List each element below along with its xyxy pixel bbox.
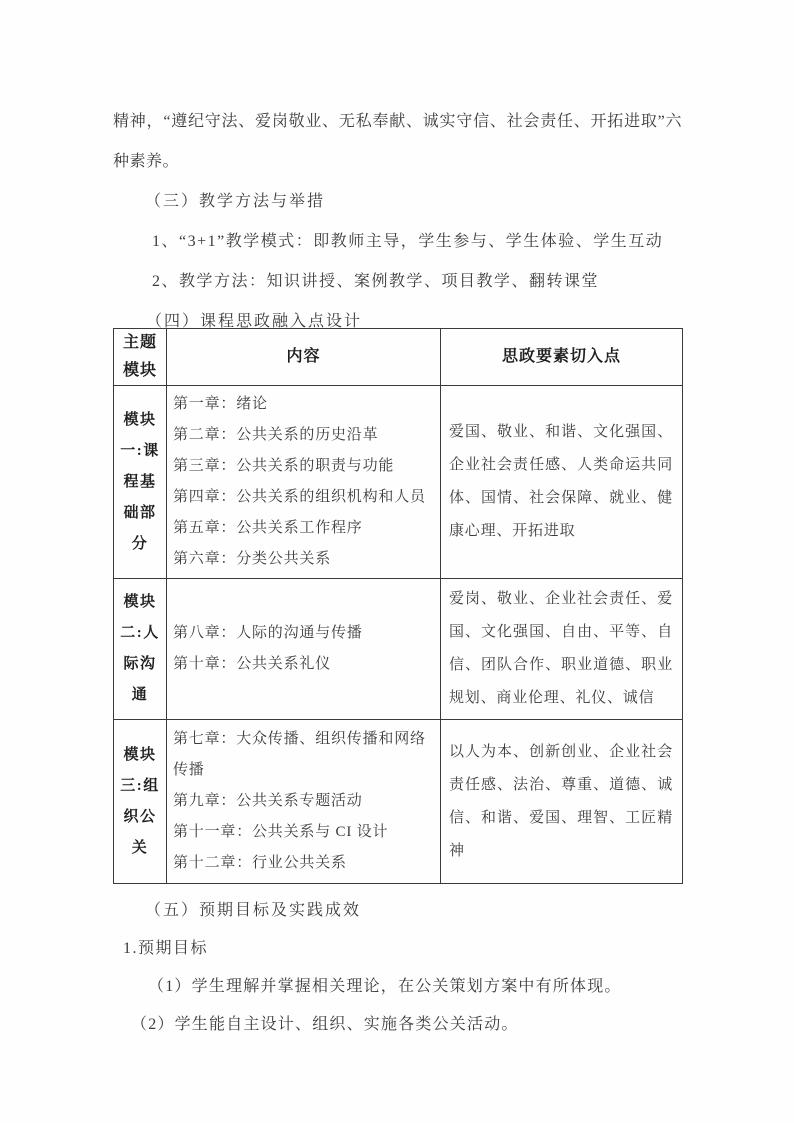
chapter-line: 第六章：分类公共关系 xyxy=(173,551,332,567)
header-ideology-elements: 思政要素切入点 xyxy=(441,329,683,386)
header-theme-module: 主题模块 xyxy=(114,329,167,386)
module-1-elements: 爱国、敬业、和谐、文化强国、企业社会责任感、人类命运共同体、国情、社会保障、就业、健康心理、开拓进取 xyxy=(441,386,683,579)
module-2-label: 模块二:人际沟通 xyxy=(114,579,167,720)
ideology-integration-table xyxy=(113,328,683,884)
chapter-line: 第十二章：行业公共关系 xyxy=(173,855,347,871)
goal-item-1: （1）学生理解并掌握相关理论，在公关策划方案中有所体现。 xyxy=(148,978,622,995)
chapter-line: 第七章：大众传播、组织传播和网络传播 xyxy=(173,731,426,778)
module-3-label: 模块三:组织公关 xyxy=(114,720,167,884)
section-heading-ideology-design: （四）课程思政融入点设计 xyxy=(146,313,363,330)
module-3-elements: 以人为本、创新创业、企业社会责任感、法治、尊重、道德、诚信、和谐、爱国、理智、工匠精神 xyxy=(441,720,683,884)
chapter-line: 第十章：公共关系礼仪 xyxy=(173,656,332,672)
goals-section xyxy=(113,892,682,1044)
chapter-line: 第四章：公共关系的组织机构和人员 xyxy=(173,489,426,505)
goals-subheading: 1.预期目标 xyxy=(123,940,209,957)
module-1-label: 模块一:课程基础部分 xyxy=(114,386,167,579)
table-row-module-2 xyxy=(114,579,683,720)
module-3-chapters xyxy=(167,720,441,884)
chapter-line: 第九章：公共关系专题活动 xyxy=(173,793,363,809)
chapter-line: 第五章：公共关系工作程序 xyxy=(173,520,363,536)
paragraph-intro: 精神，“遵纪守法、爱岗敬业、无私奉献、诚实守信、社会责任、开拓进取”六种素养。 xyxy=(113,113,682,170)
list-item-teaching-mode: 1、“3+1”教学模式：即教师主导，学生参与、学生体验、学生互动 xyxy=(152,233,664,250)
table-row-module-3 xyxy=(114,720,683,884)
section-heading-expected-goals: （五）预期目标及实践成效 xyxy=(145,902,362,919)
chapter-line: 第十一章：公共关系与 CI 设计 xyxy=(173,824,389,840)
section-heading-teaching-methods: （三）教学方法与举措 xyxy=(145,193,326,210)
list-item-teaching-method: 2、教学方法：知识讲授、案例教学、项目教学、翻转课堂 xyxy=(152,273,600,290)
table-row-module-1 xyxy=(114,386,683,579)
header-content: 内容 xyxy=(167,329,441,386)
module-2-chapters xyxy=(167,579,441,720)
goal-item-2: （2）学生能自主设计、组织、实施各类公关活动。 xyxy=(131,1016,519,1033)
chapter-line: 第一章：绪论 xyxy=(173,396,268,412)
chapter-line: 第二章：公共关系的历史沿革 xyxy=(173,427,379,443)
module-2-elements: 爱岗、敬业、企业社会责任、爱国、文化强国、自由、平等、自信、团队合作、职业道德、职业规划、商业伦理、礼仪、诚信 xyxy=(441,579,683,720)
chapter-line: 第八章：人际的沟通与传播 xyxy=(173,625,363,641)
chapter-line: 第三章：公共关系的职责与功能 xyxy=(173,458,395,474)
module-1-chapters xyxy=(167,386,441,579)
